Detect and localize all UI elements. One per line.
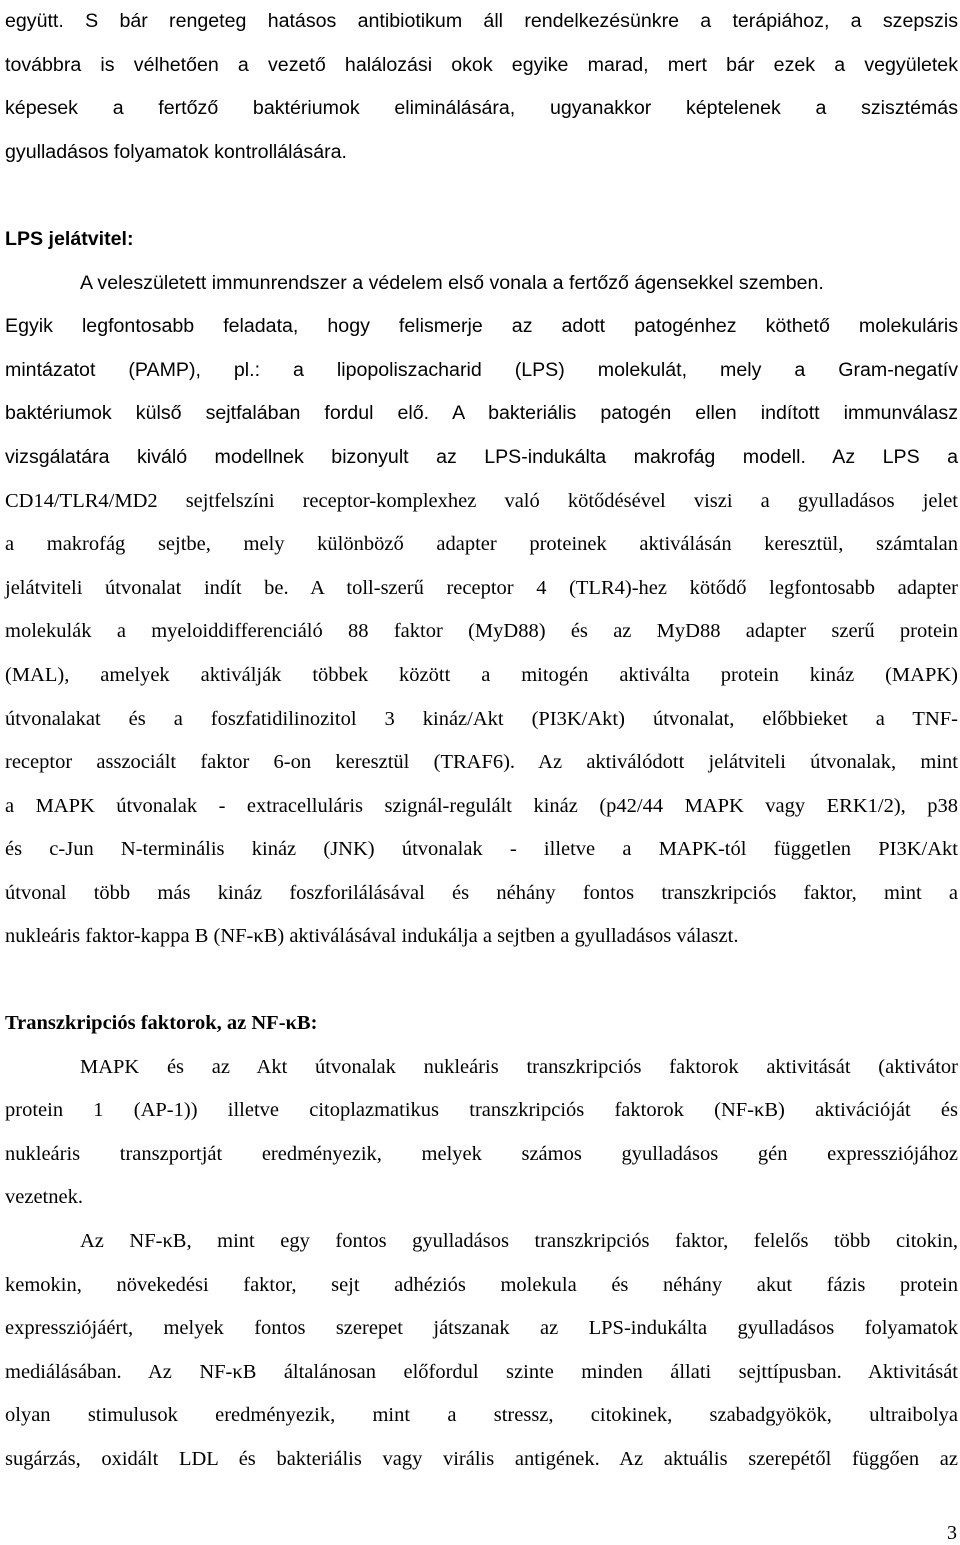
- text-line: és c-Jun N-terminális kináz (JNK) útvonalak - illetve a MAPK-tól független PI3K/Akt: [5, 838, 958, 861]
- section-lps-signaling: [5, 218, 958, 959]
- intro-paragraph: [5, 0, 958, 174]
- section-transcription-factors: [5, 1002, 958, 1482]
- document-page: [5, 0, 958, 1482]
- text-line: (MAL), amelyek aktiválják többek között a mitogén aktiválta protein kináz (MAPK): [5, 663, 958, 686]
- page-number: 3: [947, 1522, 957, 1544]
- text-line: olyan stimulusok eredményezik, mint a stressz, citokinek, szabadgyökök, ultraibolya: [5, 1404, 958, 1427]
- text-line: expressziójáért, melyek fontos szerepet játszanak az LPS-indukálta gyulladásos folyamatok: [5, 1317, 958, 1340]
- text-line: protein 1 (AP-1)) illetve citoplazmatikus transzkripciós faktorok (NF-κB) aktivációját és: [5, 1099, 958, 1122]
- text-line: útvonalakat és a foszfatidilinozitol 3 kináz/Akt (PI3K/Akt) útvonalat, előbbieket a TNF-: [5, 707, 958, 730]
- text-line: receptor asszociált faktor 6-on keresztül (TRAF6). Az aktiválódott jelátviteli útvonalak, mint: [5, 751, 958, 774]
- text-line: gyulladásos folyamatok kontrollálására.: [5, 140, 347, 163]
- text-line: továbbra is vélhetően a vezető halálozási okok egyike marad, mert bár ezek a vegyületek: [5, 53, 958, 76]
- text-line: nukleáris transzportját eredményezik, melyek számos gyulladásos gén expressziójához: [5, 1142, 958, 1165]
- text-line: vizsgálatára kiváló modellnek bizonyult az LPS-indukálta makrofág modell. Az LPS a: [5, 445, 958, 468]
- text-line: A veleszületett immunrendszer a védelem első vonala a fertőző ágensekkel szemben.: [80, 271, 824, 294]
- text-line: útvonal több más kináz foszforilálásával és néhány fontos transzkripciós faktor, mint a: [5, 881, 958, 904]
- text-line: vezetnek.: [5, 1186, 83, 1209]
- text-line: Egyik legfontosabb feladata, hogy felismerje az adott patogénhez köthető molekuláris: [5, 315, 958, 338]
- text-line: mediálásában. Az NF-κB általánosan előfordul szinte minden állati sejttípusban. Aktivitását: [5, 1360, 958, 1383]
- section-heading: LPS jelátvitel:: [5, 227, 134, 250]
- text-line: CD14/TLR4/MD2 sejtfelszíni receptor-komplexhez való kötődésével viszi a gyulladásos jelet: [5, 489, 958, 512]
- text-line: együtt. S bár rengeteg hatásos antibiotikum áll rendelkezésünkre a terápiához, a szepszis: [5, 10, 958, 32]
- text-line: kemokin, növekedési faktor, sejt adhéziós molekula és néhány akut fázis protein: [5, 1273, 958, 1296]
- text-line: baktériumok külső sejtfalában fordul elő. A bakteriális patogén ellen indított immunválasz: [5, 402, 958, 425]
- text-line: képesek a fertőző baktériumok eliminálására, ugyanakkor képtelenek a szisztémás: [5, 97, 958, 120]
- text-line: molekulák a myeloiddifferenciáló 88 faktor (MyD88) és az MyD88 adapter szerű protein: [5, 620, 958, 643]
- text-line: Az NF-κB, mint egy fontos gyulladásos transzkripciós faktor, felelős több citokin,: [80, 1230, 958, 1253]
- text-line: sugárzás, oxidált LDL és bakteriális vagy virális antigének. Az aktuális szerepétől függően az: [5, 1448, 958, 1470]
- paragraph: [5, 1046, 958, 1220]
- text-line: a MAPK útvonalak - extracelluláris szignál-regulált kináz (p42/44 MAPK vagy ERK1/2), p38: [5, 794, 958, 817]
- text-line: a makrofág sejtbe, mely különböző adapter proteinek aktiválásán keresztül, számtalan: [5, 533, 958, 556]
- text-line: nukleáris faktor-kappa B (NF-κB) aktiválásával indukálja a sejtben a gyulladásos választ.: [5, 925, 739, 948]
- section-heading: Transzkripciós faktorok, az NF-κB:: [5, 1012, 318, 1035]
- text-line: jelátviteli útvonalat indít be. A toll-szerű receptor 4 (TLR4)-hez kötődő legfontosabb adapter: [5, 576, 958, 599]
- text-line: MAPK és az Akt útvonalak nukleáris transzkripciós faktorok aktivitását (aktivátor: [80, 1055, 958, 1078]
- paragraph: [5, 1220, 958, 1482]
- text-line: mintázatot (PAMP), pl.: a lipopoliszacharid (LPS) molekulát, mely a Gram-negatív: [5, 358, 958, 381]
